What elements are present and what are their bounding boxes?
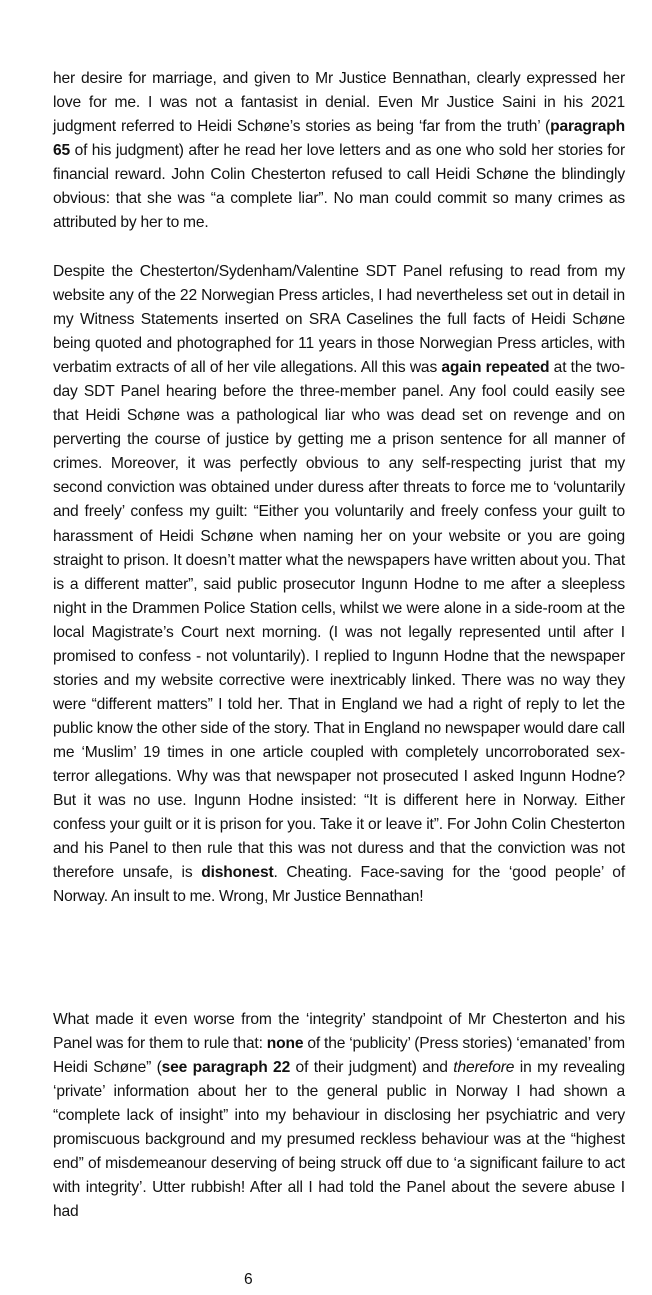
paragraph-1-text: her desire for marriage, and given to Mr Justice Bennathan, clearly expressed her love for me. I was not a fantasist in denial. Even Mr Justice Saini in his 2021 judgment referred to Heidi Schøne’s stories as being ‘far from the truth’ ( <box>53 70 625 136</box>
body-paragraph-1 <box>53 67 625 235</box>
page-number: 6 <box>244 1271 253 1288</box>
paragraph-1-text-continued: of his judgment) after he read her love letters and as one who sold her stories for financial reward. John Colin Chesterton refused to call Heidi Schøne the blindingly obvious: that she was “a complete liar”. No man could commit so many crimes as attributed by her to me. <box>53 142 625 232</box>
paragraph-3-bold-none: none <box>266 1035 304 1053</box>
paragraph-2-text: Despite the Chesterton/Sydenham/Valentine SDT Panel refusing to read from my website any of the 22 Norwegian Press articles, I had nevertheless set out in detail in my Witness Statements inserted on SRA Caselines the full facts of Heidi Schøne being quoted and photographed for 11 years in those Norwegian Press articles, with verbatim extracts of all of her vile allegations. All this was <box>53 263 625 377</box>
paragraph-3-text: What made it even worse from the ‘integrity’ standpoint of Mr Chesterton and his Panel was for them to rule that: <box>53 1011 625 1053</box>
paragraph-3-italic-therefore: therefore <box>453 1059 515 1077</box>
paragraph-3-text-continued: of the ‘publicity’ (Press stories) ‘emanated’ from Heidi Schøne” ( <box>53 1035 625 1077</box>
paragraph-3-text-end: in my revealing ‘private’ information about her to the general public in Norway I had shown a “complete lack of insight” into my behaviour in disclosing her psychiatric and very promiscuous background and my presumed reckless behaviour was at the “highest end” of misdemeanour deserving of being struck off due to ‘a significant failure to act with integrity’. Utter rubbish! After all I had told the Panel about the severe abuse I had <box>53 1059 625 1221</box>
paragraph-2-text-end: . Cheating. Face-saving for the ‘good people’ of Norway. An insult to me. Wrong, Mr Justice Bennathan! <box>53 864 625 906</box>
paragraph-1-bold-reference: paragraph 65 <box>53 118 625 160</box>
body-paragraph-3 <box>53 1008 625 1224</box>
paragraph-3-text-middle: of their judgment) and <box>290 1059 454 1077</box>
paragraph-2-text-continued: at the two-day SDT Panel hearing before the three-member panel. Any fool could easily see that Heidi Schøne was a pathological liar who was dead set on revenge and on perverting the course of justice by getting me a prison sentence for all manner of crimes. Moreover, it was perfectly obvious to any self-respecting jurist that my second conviction was obtained under duress after threats to force me to ‘voluntarily and freely’ confess my guilt: “Either you voluntarily and freely confess your guilt to harassment of Heidi Schøne when naming her on your website or you are going straight to prison. It doesn’t matter what the newspapers have written about you. That is a different matter”, said public prosecutor Ingunn Hodne to me after a sleepless night in the Drammen Police Station cells, whilst we were alone in a side-room at the local Magistrate’s Court next morning. (I was not legally represented until after I promised to confess - not voluntarily). I replied to Ingunn Hodne that the newspaper stories and my website corrective were inextricably linked. There was no way they were “different matters” I told her. That in England we had a right of reply to let the public know the other side of the story. That in England no newspaper would dare call me ‘Muslim’ 19 times in one article coupled with completely uncorroborated sex-terror allegations. Why was that newspaper not prosecuted I asked Ingunn Hodne? But it was no use. Ingunn Hodne insisted: “It is different here in Norway. Either confess your guilt or it is prison for you. Take it or leave it”. For John Colin Chesterton and his Panel to then rule that this was not duress and that the conviction was not therefore unsafe, is <box>53 359 625 882</box>
paragraph-3-bold-reference: see paragraph 22 <box>161 1059 291 1077</box>
body-paragraph-2 <box>53 260 625 909</box>
paragraph-2-bold-dishonest: dishonest <box>201 864 274 882</box>
paragraph-2-bold-emphasis: again repeated <box>441 359 550 377</box>
